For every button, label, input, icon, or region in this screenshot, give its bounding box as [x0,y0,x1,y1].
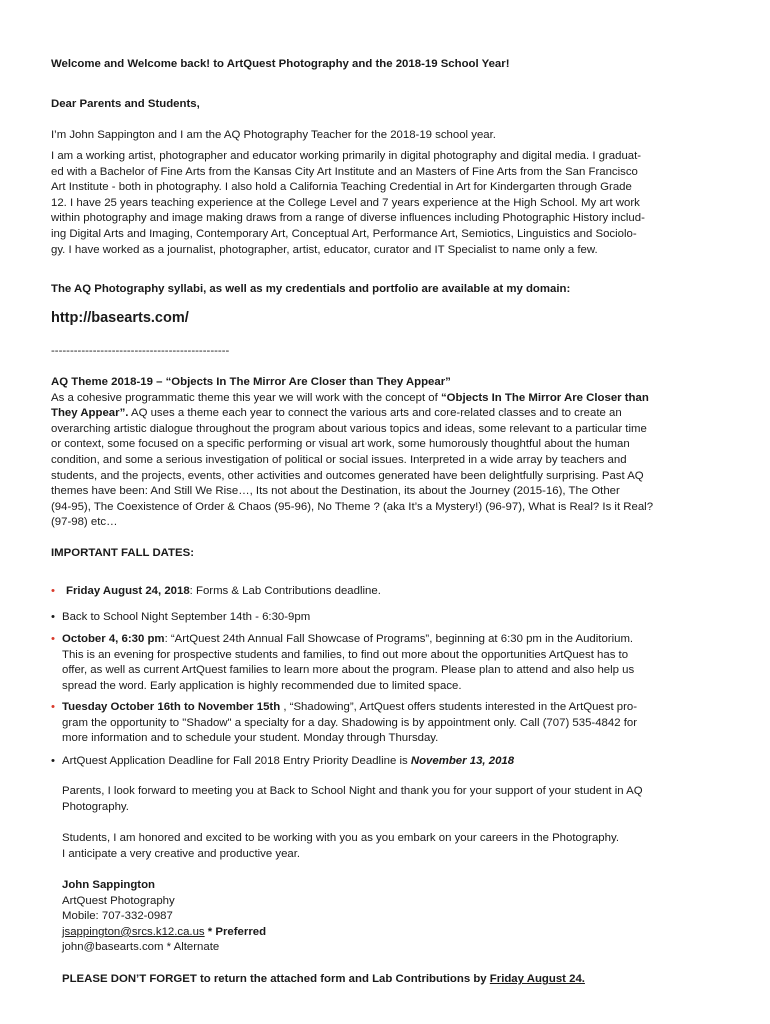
theme-line: As a cohesive programmatic theme this year we will work with the concept of “Objects In The Mirror Are Closer than [51,391,649,404]
salutation: Dear Parents and Students, [51,98,200,110]
date-item-5: ArtQuest Application Deadline for Fall 2018 Entry Priority Deadline is November 13, 2018 [62,755,515,767]
alternate-email: john@basearts.com * Alternate [62,941,220,954]
theme-section [51,375,719,531]
bullet-red: • [51,633,55,645]
preferred-tag: * Preferred [204,925,267,938]
divider-line: ----------------------------------------------- [51,345,230,357]
bullet-black: • [51,755,55,767]
date-item-3-line: This is an evening for prospective students and families, to find out more about the opportunities ArtQuest has to [62,648,629,661]
bio-line: 12. I have 25 years teaching experience at the College Level and 7 years experience at the High School. My art work [51,196,640,209]
signature-block [62,878,712,956]
signature-mobile: Mobile: 707-332-0987 [62,910,173,923]
theme-line: (94-95), The Coexistence of Order & Chaos (95-96), No Theme ? (aka It’s a Mystery!) (96-97), What is Real? Is it Real? [51,500,654,513]
bio-line: ing Digital Arts and Imaging, Contemporary Art, Conceptual Art, Performance Art, Semiotics, Linguistics and Sociolo- [51,227,637,240]
signature-dept: ArtQuest Photography [62,894,175,907]
bullet-red: • [51,701,55,713]
date-item-3: October 4, 6:30 pm: “ArtQuest 24th Annual Fall Showcase of Programs”, beginning at 6:30 pm in the Auditorium. This is an evening for prospective students and families, to find out more about the opportunities ArtQuest has to offer, as well as current ArtQuest families to learn more about the program. Please plan to attend and also help us spread the word. Early application is highly recommended due to limited space. [62,632,712,694]
theme-line: overarching artistic dialogue throughout the program about various topics and ideas, some relevant to a particular time [51,422,647,435]
signature-name: John Sappington [62,879,156,891]
bio-line: within photography and image making draws from a range of diverse influences including Photographic History includ- [51,212,645,225]
date-item-3-line: spread the word. Early application is highly recommended due to limited space. [62,679,462,692]
syllabi-note: The AQ Photography syllabi, as well as my credentials and portfolio are available at my domain: [51,283,571,295]
date-item-4-line: gram the opportunity to "Shadow" a specialty for a day. Shadowing is by appointment only. Call (707) 535-4842 for [62,716,637,729]
date-item-4-line: more information and to schedule your student. Monday through Thursday. [62,732,439,745]
parents-paragraph: Parents, I look forward to meeting you at Back to School Night and thank you for your support of your student in AQ Photography. [62,785,643,813]
letter-heading: Welcome and Welcome back! to ArtQuest Photography and the 2018-19 School Year! [51,58,510,70]
bio-line: Art Institute - both in photography. I also hold a California Teaching Credential in Art for Kindergarten through Grade [51,181,632,194]
students-paragraph: Students, I am honored and excited to be working with you as you embark on your careers in the Photography. I anticipate a very creative and productive year. [62,832,619,860]
bio-line: I am a working artist, photographer and educator working primarily in digital photography and digital media. I graduat- [51,150,642,162]
theme-line: or context, some focused on a specific performing or visual art work, some humorously thoughtful about the human [51,438,630,451]
date-item-4: Tuesday October 16th to November 15th , “Shadowing”, ArtQuest offers students interested in the ArtQuest pro- gram the opportunity to "Shadow" a specialty for a day. Shadowing is by appointment only. Call (707) 535-4842 for more information and to schedule your student. Monday through Thursday. [62,700,712,747]
bullet-red: • [51,585,55,597]
date-item-1: Friday August 24, 2018: Forms & Lab Contributions deadline. [66,585,381,597]
theme-title: AQ Theme 2018-19 – “Objects In The Mirror Are Closer than They Appear” [51,376,451,388]
primary-email-link[interactable]: jsappington@srcs.k12.ca.us [62,925,205,938]
signature-email-line [62,925,712,941]
fall-dates-heading: IMPORTANT FALL DATES: [51,547,195,559]
bio-line: ed with a Bachelor of Fine Arts from the Kansas City Art Institute and an Masters of Fine Arts from the San Francisco [51,165,638,178]
bio-paragraph [51,149,719,258]
date-item-3-line: offer, as well as current ArtQuest families to learn more about the program. Please plan to attend and also help us [62,664,635,677]
theme-line: themes have been: And Still We Rise…, Its not about the Destination, its about the Journey (2015-16), The Other [51,485,620,498]
bullet-black: • [51,611,55,623]
theme-line: (97-98) etc… [51,516,118,529]
theme-line: condition, and some a serious investigation of political or social issues. Interpreted in a wide array by teachers and [51,453,627,466]
intro-paragraph: I’m John Sappington and I am the AQ Photography Teacher for the 2018-19 school year. [51,129,496,141]
bio-line: gy. I have worked as a journalist, photographer, artist, educator, curator and IT Specialist to name only a few. [51,243,598,256]
theme-line: students, and the projects, events, other activities and outcomes generated have been delightfully surprising. Past AQ [51,469,644,482]
domain-link[interactable]: http://basearts.com/ [51,310,189,326]
theme-line: They Appear”. AQ uses a theme each year to connect the various arts and core-related classes and to create an [51,407,622,420]
date-item-2: Back to School Night September 14th - 6:30-9pm [62,611,311,623]
reminder-date: Friday August 24. [489,973,585,985]
reminder-note: PLEASE DON’T FORGET to return the attached form and Lab Contributions by Friday August 24. [62,973,585,985]
